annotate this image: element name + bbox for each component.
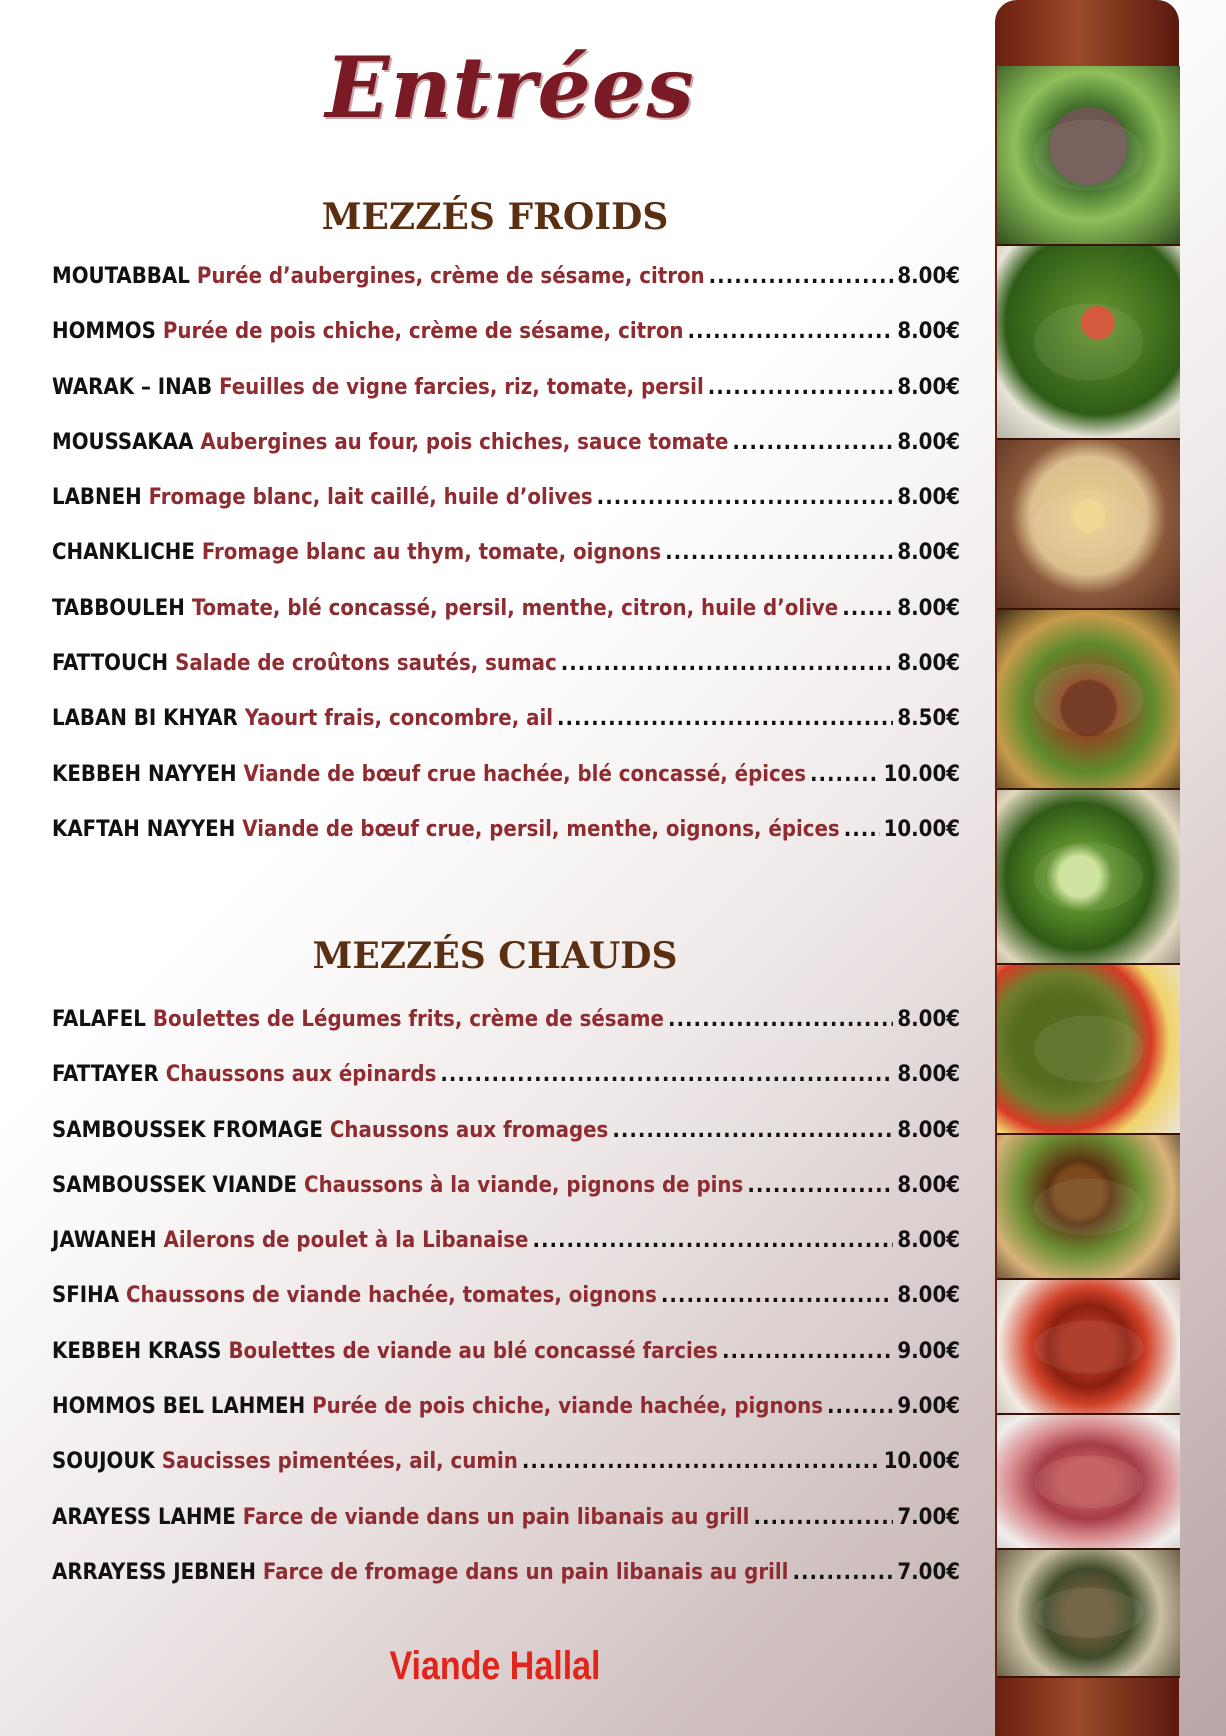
item-name: KEBBEH KRASS xyxy=(52,1338,222,1364)
photo-highlight xyxy=(1034,1178,1144,1235)
item-name: TABBOULEH xyxy=(52,595,185,621)
dot-leader xyxy=(440,1062,893,1087)
item-price: 8.00€ xyxy=(897,1283,960,1309)
item-description: Viande de bœuf crue hachée, blé concassé, épices xyxy=(243,761,806,787)
item-description: Fromage blanc, lait caillé, huile d’olives xyxy=(148,485,593,511)
item-description: Viande de bœuf crue, persil, menthe, oignons, épices xyxy=(242,816,840,842)
item-description: Salade de croûtons sautés, sumac xyxy=(175,651,557,677)
item-name: SAMBOUSSEK VIANDE xyxy=(52,1172,298,1198)
item-description: Purée d’aubergines, crème de sésame, citron xyxy=(196,264,705,289)
menu-item xyxy=(52,651,960,706)
falafel-photo xyxy=(997,1135,1180,1280)
item-price: 8.00€ xyxy=(897,319,960,345)
menu-item xyxy=(52,1339,960,1394)
item-price: 8.00€ xyxy=(897,1172,960,1198)
item-name: KAFTAH NAYYEH xyxy=(52,816,236,842)
item-description: Ailerons de poulet à la Libanaise xyxy=(163,1228,529,1254)
dot-leader xyxy=(665,540,893,565)
item-price: 7.00€ xyxy=(897,1559,960,1585)
dot-leader xyxy=(732,430,893,455)
item-price: 8.00€ xyxy=(897,540,960,566)
halal-notice: Viande Hallal xyxy=(389,1644,601,1688)
menu-item xyxy=(52,1228,960,1283)
dot-leader xyxy=(844,817,880,842)
dot-leader xyxy=(668,1007,893,1032)
dot-leader xyxy=(561,651,894,676)
menu-item xyxy=(52,1394,960,1449)
item-description: Chaussons de viande hachée, tomates, oignons xyxy=(126,1283,657,1309)
item-name: SOUJOUK xyxy=(52,1449,155,1475)
item-price: 8.00€ xyxy=(897,651,960,677)
item-name: JAWANEH xyxy=(52,1228,157,1254)
dot-leader xyxy=(597,485,894,510)
item-description: Purée de pois chiche, viande hachée, pignons xyxy=(312,1394,824,1420)
dot-leader xyxy=(612,1118,893,1143)
item-description: Tomate, blé concassé, persil, menthe, citron, huile d’olive xyxy=(191,595,839,621)
item-description: Fromage blanc au thym, tomate, oignons xyxy=(201,540,662,566)
menu-item xyxy=(52,706,960,761)
photo-highlight xyxy=(1034,1015,1144,1082)
dot-leader xyxy=(688,319,894,344)
menu-item xyxy=(52,1173,960,1228)
tabbouleh-photo xyxy=(997,246,1180,440)
dot-leader xyxy=(709,264,894,289)
item-description: Farce de viande dans un pain libanais au grill xyxy=(242,1504,750,1530)
item-name: CHANKLICHE xyxy=(52,540,195,566)
item-name: MOUSSAKAA xyxy=(52,429,194,455)
item-price: 8.50€ xyxy=(897,706,960,732)
hot-mezze-list xyxy=(52,1007,960,1615)
item-price: 8.00€ xyxy=(897,429,960,455)
dot-leader xyxy=(661,1283,894,1308)
section-heading-hot: MEZZÉS CHAUDS xyxy=(312,935,678,977)
item-description: Purée de pois chiche, crème de sésame, citron xyxy=(162,319,684,345)
photo-highlight xyxy=(1034,1455,1144,1508)
photo-highlight xyxy=(1034,304,1144,381)
menu-item xyxy=(52,1505,960,1560)
photo-highlight xyxy=(1034,842,1144,911)
menu-item xyxy=(52,264,960,319)
fattouch-photo xyxy=(997,790,1180,965)
item-name: KEBBEH NAYYEH xyxy=(52,761,237,787)
menu-item xyxy=(52,762,960,817)
menu-item xyxy=(52,1560,960,1615)
item-price: 10.00€ xyxy=(883,761,960,787)
item-price: 9.00€ xyxy=(897,1394,960,1420)
item-name: LABAN BI KHYAR xyxy=(52,706,238,732)
item-description: Feuilles de vigne farcies, riz, tomate, persil xyxy=(219,374,704,400)
menu-item xyxy=(52,1118,960,1173)
item-description: Aubergines au four, pois chiches, sauce tomate xyxy=(200,429,729,455)
cold-mezze-list xyxy=(52,264,960,872)
item-price: 8.00€ xyxy=(897,485,960,511)
item-description: Chaussons à la viande, pignons de pins xyxy=(304,1172,744,1198)
item-description: Saucisses pimentées, ail, cumin xyxy=(161,1449,518,1475)
photo-highlight xyxy=(1034,119,1144,190)
item-name: FALAFEL xyxy=(52,1007,146,1032)
item-price: 8.00€ xyxy=(897,1117,960,1143)
menu-item xyxy=(52,817,960,872)
dot-leader xyxy=(522,1449,880,1474)
menu-item xyxy=(52,375,960,430)
dot-leader xyxy=(722,1339,893,1364)
kebbeh-photo xyxy=(997,66,1180,246)
item-name: FATTAYER xyxy=(52,1062,159,1088)
item-price: 9.00€ xyxy=(897,1338,960,1364)
item-name: HOMMOS xyxy=(52,319,156,345)
item-name: ARAYESS LAHME xyxy=(52,1504,236,1530)
jawaneh-photo xyxy=(997,1550,1180,1678)
photo-highlight xyxy=(1034,1320,1144,1373)
page-title: Entrées xyxy=(325,38,695,137)
hommos-photo xyxy=(997,440,1180,610)
warak-inab-photo xyxy=(997,965,1180,1135)
dot-leader xyxy=(842,596,893,621)
dot-leader xyxy=(753,1505,893,1530)
dot-leader xyxy=(810,762,880,787)
photo-highlight xyxy=(1034,663,1144,734)
item-price: 8.00€ xyxy=(897,1228,960,1254)
menu-item xyxy=(52,1449,960,1504)
dot-leader xyxy=(792,1560,893,1585)
item-description: Chaussons aux épinards xyxy=(165,1062,437,1088)
section-heading-cold: MEZZÉS FROIDS xyxy=(321,196,669,238)
menu-item xyxy=(52,596,960,651)
item-name: ARRAYESS JEBNEH xyxy=(52,1559,256,1585)
item-name: WARAK – INAB xyxy=(52,374,213,400)
item-price: 10.00€ xyxy=(883,816,960,842)
dot-leader xyxy=(827,1394,893,1419)
dot-leader xyxy=(557,706,893,731)
item-description: Boulettes de Légumes frits, crème de sésame xyxy=(152,1007,664,1032)
kebbeh-fattayer-photo xyxy=(997,610,1180,790)
item-description: Yaourt frais, concombre, ail xyxy=(244,706,554,732)
food-photo-column xyxy=(997,66,1180,1678)
menu-item xyxy=(52,540,960,595)
item-description: Chaussons aux fromages xyxy=(329,1117,609,1143)
item-price: 8.00€ xyxy=(897,1007,960,1032)
menu-item xyxy=(52,1062,960,1117)
item-price: 8.00€ xyxy=(897,1062,960,1088)
photo-highlight xyxy=(1034,1588,1144,1638)
item-description: Boulettes de viande au blé concassé farcies xyxy=(228,1338,718,1364)
item-name: FATTOUCH xyxy=(52,651,169,677)
menu-item xyxy=(52,319,960,374)
menu-item xyxy=(52,1283,960,1338)
menu-item xyxy=(52,485,960,540)
item-price: 10.00€ xyxy=(883,1449,960,1475)
item-price: 8.00€ xyxy=(897,595,960,621)
bastourma-photo xyxy=(997,1415,1180,1550)
menu-item xyxy=(52,1007,960,1062)
item-name: SAMBOUSSEK FROMAGE xyxy=(52,1117,323,1143)
item-name: SFIHA xyxy=(52,1283,120,1309)
soujouk-photo xyxy=(997,1280,1180,1415)
dot-leader xyxy=(532,1228,893,1253)
item-name: LABNEH xyxy=(52,485,142,511)
dot-leader xyxy=(747,1173,893,1198)
item-name: MOUTABBAL xyxy=(52,264,190,289)
item-price: 8.00€ xyxy=(897,374,960,400)
dot-leader xyxy=(708,375,894,400)
menu-item xyxy=(52,430,960,485)
item-price: 8.00€ xyxy=(897,264,960,289)
item-description: Farce de fromage dans un pain libanais au grill xyxy=(262,1559,789,1585)
item-price: 7.00€ xyxy=(897,1504,960,1530)
item-name: HOMMOS BEL LAHMEH xyxy=(52,1394,306,1420)
photo-highlight xyxy=(1034,490,1144,557)
